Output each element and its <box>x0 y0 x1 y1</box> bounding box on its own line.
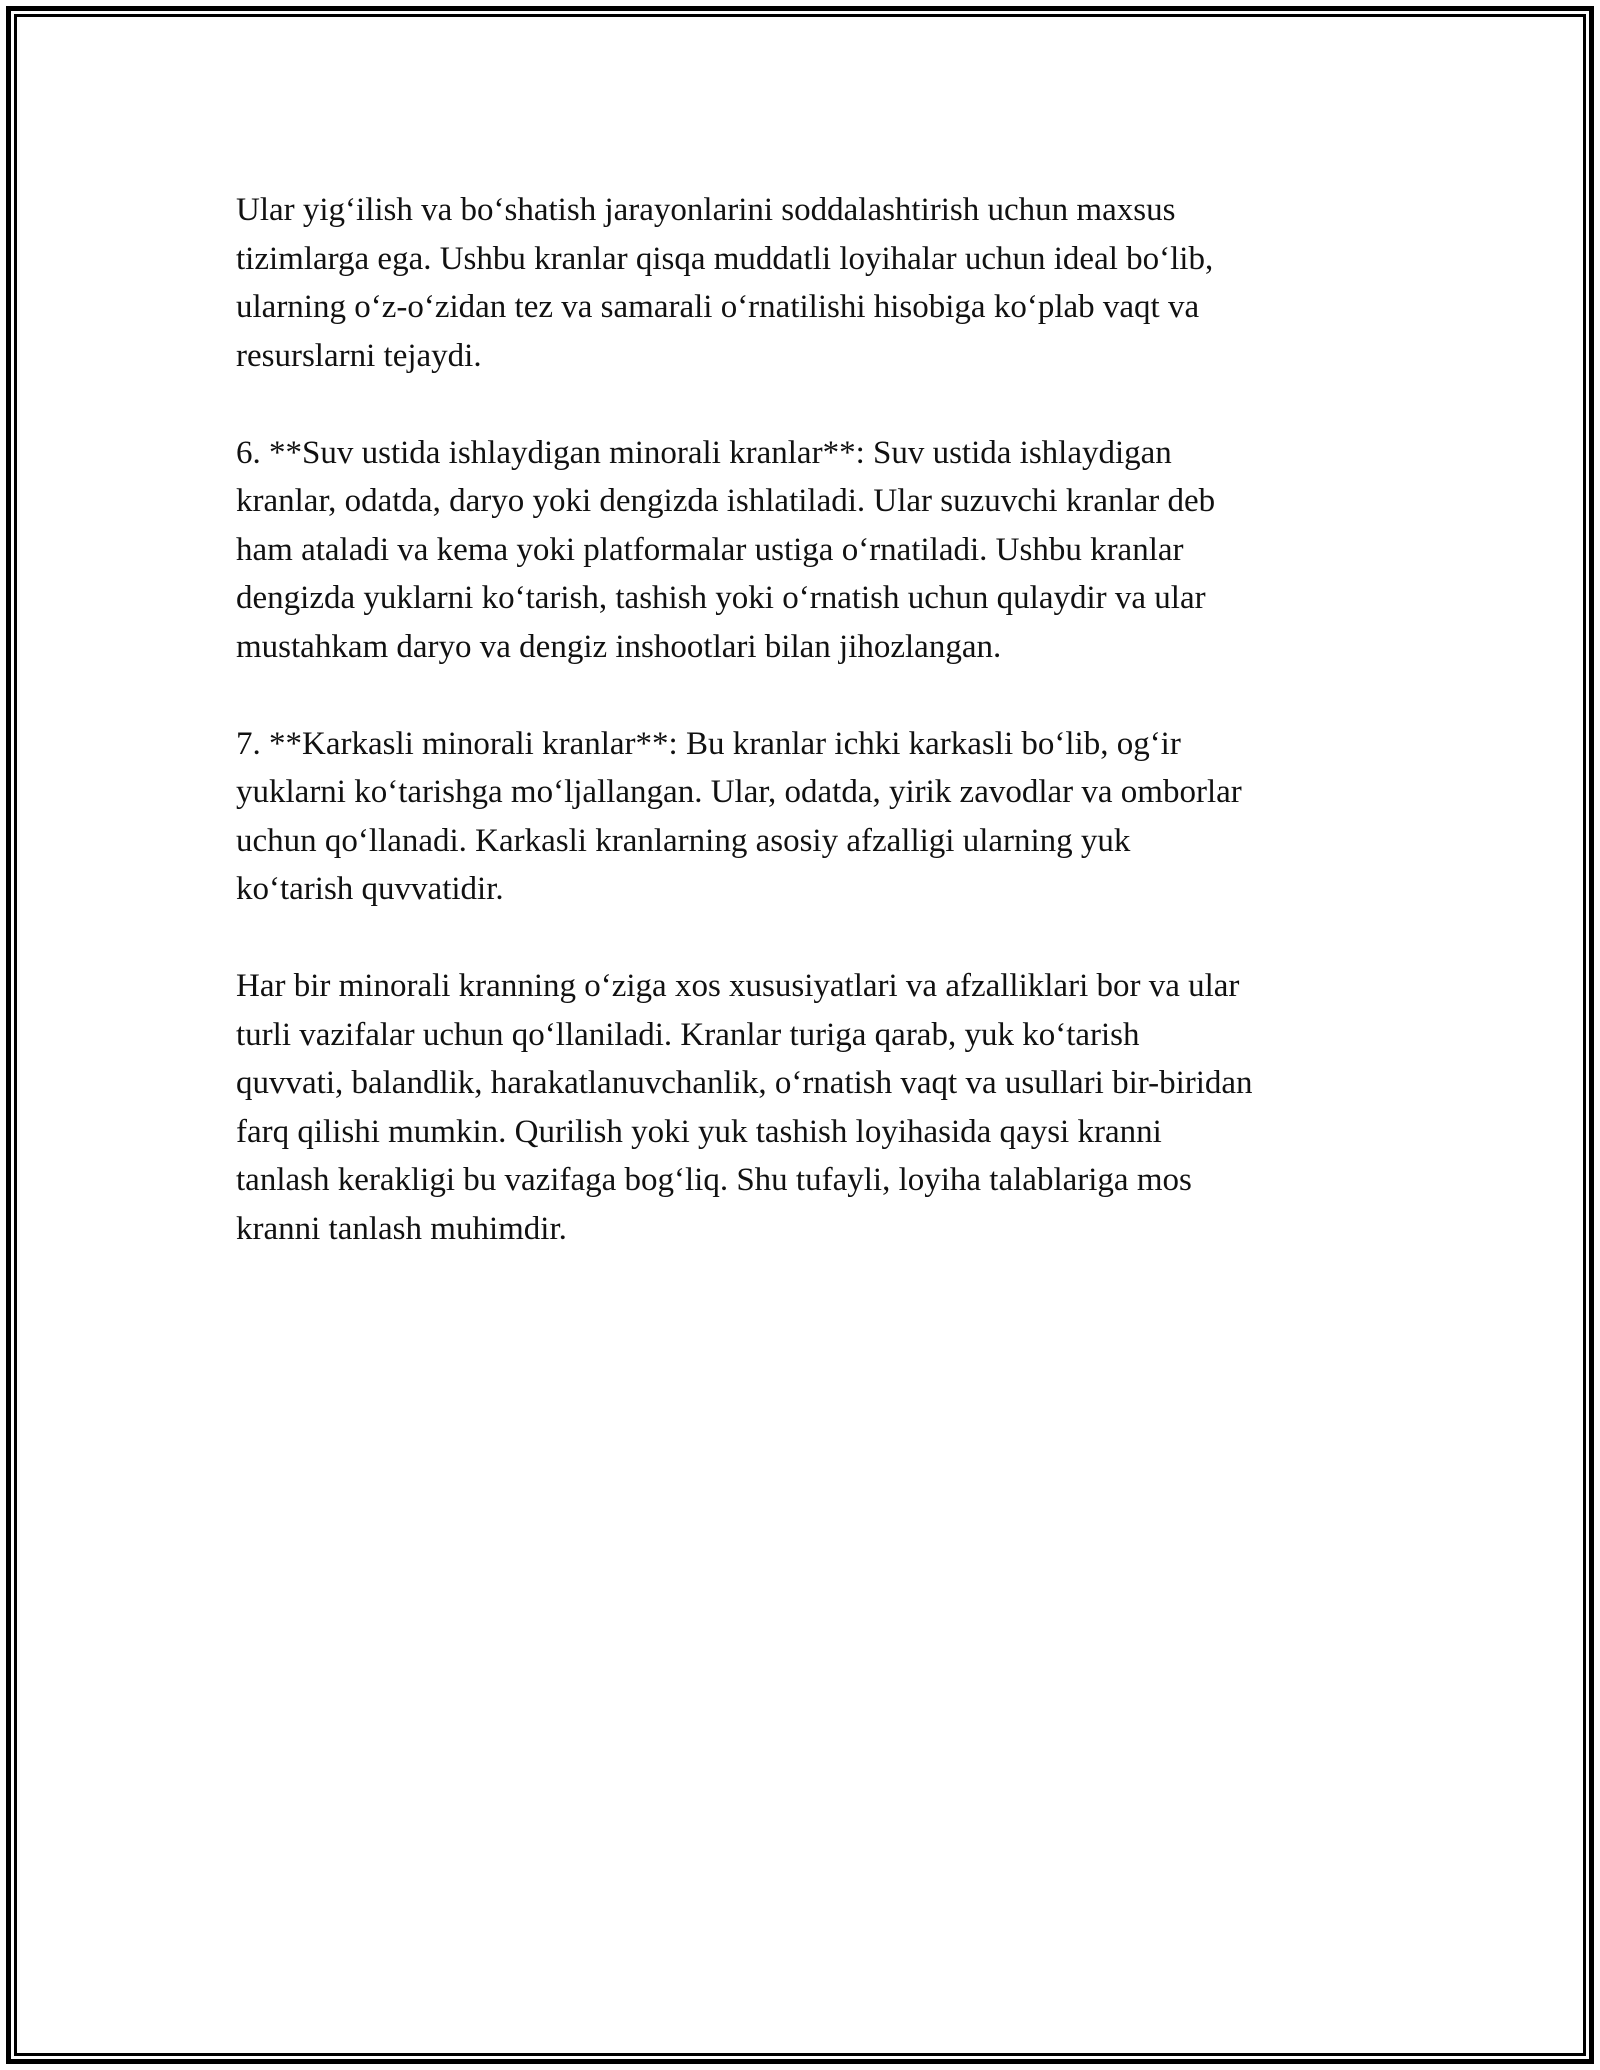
text-line: farq qilishi mumkin. Qurilish yoki yuk tashish loyihasida qaysi kranni <box>236 1113 1162 1150</box>
text-line: ham ataladi va kema yoki platformalar ustiga o‘rnatiladi. Ushbu kranlar <box>236 531 1184 568</box>
text-line: quvvati, balandlik, harakatlanuvchanlik, o‘rnatish vaqt va usullari bir-biridan <box>236 1065 1253 1101</box>
text-line: turli vazifalar uchun qo‘llaniladi. Kranlar turiga qarab, yuk ko‘tarish <box>236 1016 1140 1053</box>
text-line: tizimlarga ega. Ushbu kranlar qisqa muddatli loyihalar uchun ideal bo‘lib, <box>236 240 1214 277</box>
paragraph-intro <box>236 186 1416 380</box>
paragraph-conclusion <box>236 962 1416 1253</box>
text-line: Ular yig‘ilish va bo‘shatish jarayonlarini soddalashtirish uchun maxsus <box>236 192 1176 228</box>
text-line: ko‘tarish quvvatidir. <box>236 871 504 907</box>
text-line: tanlash kerakligi bu vazifaga bog‘liq. Shu tufayli, loyiha talablariga mos <box>236 1162 1192 1198</box>
text-line: uchun qo‘llanadi. Karkasli kranlarning asosiy afzalligi ularning yuk <box>236 822 1131 859</box>
text-line: ularning o‘z-o‘zidan tez va samarali o‘rnatilishi hisobiga ko‘plab vaqt va <box>236 289 1200 325</box>
paragraph-item-7 <box>236 720 1416 914</box>
text-line: 6. **Suv ustida ishlaydigan minorali kranlar**: Suv ustida ishlaydigan <box>236 434 1172 471</box>
paragraph-item-6 <box>236 429 1416 672</box>
text-line: 7. **Karkasli minorali kranlar**: Bu kranlar ichki karkasli bo‘lib, og‘ir <box>236 725 1181 762</box>
text-line: resurslarni tejaydi. <box>236 337 482 374</box>
text-line: dengizda yuklarni ko‘tarish, tashish yoki o‘rnatish uchun qulaydir va ular <box>236 580 1206 616</box>
text-line: Har bir minorali kranning o‘ziga xos xususiyatlari va afzalliklari bor va ular <box>236 968 1240 1004</box>
text-line: kranlar, odatda, daryo yoki dengizda ishlatiladi. Ular suzuvchi kranlar deb <box>236 483 1216 519</box>
text-line: mustahkam daryo va dengiz inshootlari bilan jihozlangan. <box>236 628 1002 665</box>
document-body <box>236 186 1416 1302</box>
text-line: yuklarni ko‘tarishga mo‘ljallangan. Ular, odatda, yirik zavodlar va omborlar <box>236 774 1242 810</box>
text-line: kranni tanlash muhimdir. <box>236 1210 567 1247</box>
